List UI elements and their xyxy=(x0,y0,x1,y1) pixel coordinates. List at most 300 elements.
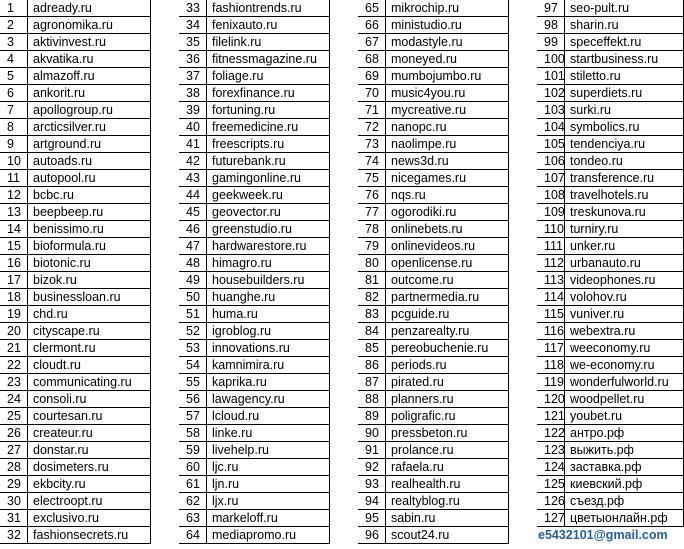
table-row xyxy=(358,272,509,289)
row-number: 3 xyxy=(0,34,28,51)
table-row xyxy=(358,221,509,238)
row-number: 72 xyxy=(358,119,386,136)
table-row xyxy=(179,340,330,357)
table-row xyxy=(358,340,509,357)
domain-name: consoli.ru xyxy=(28,391,151,408)
row-number: 15 xyxy=(0,238,28,255)
row-number: 32 xyxy=(0,527,28,544)
domain-name: lawagency.ru xyxy=(207,391,330,408)
domain-name: hardwarestore.ru xyxy=(207,238,330,255)
column-2 xyxy=(179,0,330,544)
domain-name: clermont.ru xyxy=(28,340,151,357)
row-number: 126 xyxy=(537,493,565,510)
table-row xyxy=(537,272,684,289)
table-row xyxy=(179,85,330,102)
table-row xyxy=(358,238,509,255)
row-number: 38 xyxy=(179,85,207,102)
row-number: 112 xyxy=(537,255,565,272)
table-row xyxy=(537,442,684,459)
domain-name: planners.ru xyxy=(386,391,509,408)
table-row xyxy=(537,119,684,136)
table-row xyxy=(179,170,330,187)
row-number: 77 xyxy=(358,204,386,221)
row-number: 48 xyxy=(179,255,207,272)
row-number: 69 xyxy=(358,68,386,85)
table-row xyxy=(0,68,151,85)
domain-name: cloudt.ru xyxy=(28,357,151,374)
row-number: 73 xyxy=(358,136,386,153)
row-number: 63 xyxy=(179,510,207,527)
domain-name: cityscape.ru xyxy=(28,323,151,340)
domain-name: volohov.ru xyxy=(565,289,684,306)
domain-name: videophones.ru xyxy=(565,272,684,289)
row-number: 16 xyxy=(0,255,28,272)
table-row xyxy=(179,102,330,119)
domain-name: poligrafic.ru xyxy=(386,408,509,425)
domain-name: антро.рф xyxy=(565,425,684,442)
table-row xyxy=(537,391,684,408)
row-number: 116 xyxy=(537,323,565,340)
domain-name: music4you.ru xyxy=(386,85,509,102)
row-number: 88 xyxy=(358,391,386,408)
row-number: 51 xyxy=(179,306,207,323)
table-row xyxy=(358,289,509,306)
table-row xyxy=(179,476,330,493)
domain-name: ljx.ru xyxy=(207,493,330,510)
row-number: 40 xyxy=(179,119,207,136)
table-row xyxy=(537,153,684,170)
table-row xyxy=(179,493,330,510)
table-row xyxy=(0,17,151,34)
row-number: 28 xyxy=(0,459,28,476)
table-row xyxy=(537,221,684,238)
row-number: 55 xyxy=(179,374,207,391)
table-row xyxy=(0,408,151,425)
table-row xyxy=(179,510,330,527)
domain-name: exclusivo.ru xyxy=(28,510,151,527)
row-number: 31 xyxy=(0,510,28,527)
domain-name: apollogroup.ru xyxy=(28,102,151,119)
row-number: 85 xyxy=(358,340,386,357)
row-number: 70 xyxy=(358,85,386,102)
row-number: 21 xyxy=(0,340,28,357)
row-number: 107 xyxy=(537,170,565,187)
row-number: 79 xyxy=(358,238,386,255)
table-row xyxy=(358,187,509,204)
table-row xyxy=(0,374,151,391)
row-number: 64 xyxy=(179,527,207,544)
row-number: 89 xyxy=(358,408,386,425)
domain-name: turniry.ru xyxy=(565,221,684,238)
table-row xyxy=(179,272,330,289)
row-number: 10 xyxy=(0,153,28,170)
domain-name: naolimpe.ru xyxy=(386,136,509,153)
domain-name: woodpellet.ru xyxy=(565,391,684,408)
domain-name: realtyblog.ru xyxy=(386,493,509,510)
row-number: 127 xyxy=(537,510,565,527)
row-number: 19 xyxy=(0,306,28,323)
domain-name: treskunova.ru xyxy=(565,204,684,221)
domain-name: ogorodiki.ru xyxy=(386,204,509,221)
table-row xyxy=(179,34,330,51)
table-row xyxy=(537,357,684,374)
domain-name: superdiets.ru xyxy=(565,85,684,102)
domain-name: markeloff.ru xyxy=(207,510,330,527)
row-number: 25 xyxy=(0,408,28,425)
table-row xyxy=(179,289,330,306)
domain-name: onlinebets.ru xyxy=(386,221,509,238)
table-row xyxy=(0,425,151,442)
row-number: 29 xyxy=(0,476,28,493)
row-number: 45 xyxy=(179,204,207,221)
domain-name: ministudio.ru xyxy=(386,17,509,34)
table-row xyxy=(179,391,330,408)
table-row xyxy=(537,374,684,391)
table-row xyxy=(0,170,151,187)
row-number: 68 xyxy=(358,51,386,68)
domain-name: surki.ru xyxy=(565,102,684,119)
table-row xyxy=(179,187,330,204)
domain-name: sabin.ru xyxy=(386,510,509,527)
domain-name: futurebank.ru xyxy=(207,153,330,170)
row-number: 111 xyxy=(537,238,565,255)
table-row xyxy=(358,374,509,391)
domain-name: mumbojumbo.ru xyxy=(386,68,509,85)
domain-name: fashiontrends.ru xyxy=(207,0,330,17)
row-number: 34 xyxy=(179,17,207,34)
table-row xyxy=(179,527,330,544)
table-row xyxy=(0,85,151,102)
table-row xyxy=(0,510,151,527)
table-row xyxy=(0,0,151,17)
row-number: 18 xyxy=(0,289,28,306)
table-row xyxy=(179,442,330,459)
domain-name: we-economy.ru xyxy=(565,357,684,374)
row-number: 115 xyxy=(537,306,565,323)
domain-name: outcome.ru xyxy=(386,272,509,289)
row-number: 5 xyxy=(0,68,28,85)
domain-name: huma.ru xyxy=(207,306,330,323)
row-number: 87 xyxy=(358,374,386,391)
row-number: 94 xyxy=(358,493,386,510)
table-row xyxy=(179,357,330,374)
table-row xyxy=(0,357,151,374)
domain-name: fashionsecrets.ru xyxy=(28,527,151,544)
domain-name: fenixauto.ru xyxy=(207,17,330,34)
domain-name: ljc.ru xyxy=(207,459,330,476)
row-number: 59 xyxy=(179,442,207,459)
domain-name: geekweek.ru xyxy=(207,187,330,204)
table-row xyxy=(179,425,330,442)
row-number: 62 xyxy=(179,493,207,510)
table-row xyxy=(537,85,684,102)
domain-name: partnermedia.ru xyxy=(386,289,509,306)
row-number: 13 xyxy=(0,204,28,221)
table-row xyxy=(0,493,151,510)
domain-name: agronomika.ru xyxy=(28,17,151,34)
domain-name: scout24.ru xyxy=(386,527,509,544)
domain-name: pereobuchenie.ru xyxy=(386,340,509,357)
row-number: 46 xyxy=(179,221,207,238)
table-row xyxy=(0,119,151,136)
row-number: 60 xyxy=(179,459,207,476)
table-row xyxy=(358,255,509,272)
table-row xyxy=(358,204,509,221)
row-number: 8 xyxy=(0,119,28,136)
domain-name: onlinevideos.ru xyxy=(386,238,509,255)
domain-name: stiletto.ru xyxy=(565,68,684,85)
row-number: 99 xyxy=(537,34,565,51)
table-row xyxy=(537,0,684,17)
table-row xyxy=(0,459,151,476)
domain-name: bcbc.ru xyxy=(28,187,151,204)
domain-name: createur.ru xyxy=(28,425,151,442)
domain-name: startbusiness.ru xyxy=(565,51,684,68)
domain-name: youbet.ru xyxy=(565,408,684,425)
domain-name: fitnessmagazine.ru xyxy=(207,51,330,68)
table-row xyxy=(0,51,151,68)
row-number: 106 xyxy=(537,153,565,170)
table-row xyxy=(537,51,684,68)
domain-name: periods.ru xyxy=(386,357,509,374)
domain-name: bizok.ru xyxy=(28,272,151,289)
row-number: 67 xyxy=(358,34,386,51)
table-row xyxy=(537,323,684,340)
table-row xyxy=(358,510,509,527)
table-row xyxy=(358,442,509,459)
domain-name: filelink.ru xyxy=(207,34,330,51)
domain-name: цветыонлайн.рф xyxy=(565,510,684,527)
domain-name: bioformula.ru xyxy=(28,238,151,255)
domain-name: wonderfulworld.ru xyxy=(565,374,684,391)
table-row xyxy=(0,289,151,306)
column-4 xyxy=(537,0,684,527)
table-row xyxy=(0,442,151,459)
row-number: 43 xyxy=(179,170,207,187)
table-row xyxy=(179,323,330,340)
table-row xyxy=(537,425,684,442)
table-row xyxy=(179,119,330,136)
domain-name: innovations.ru xyxy=(207,340,330,357)
row-number: 39 xyxy=(179,102,207,119)
domain-name: symbolics.ru xyxy=(565,119,684,136)
domain-name: pressbeton.ru xyxy=(386,425,509,442)
row-number: 49 xyxy=(179,272,207,289)
domain-name: weeconomy.ru xyxy=(565,340,684,357)
table-row xyxy=(179,68,330,85)
row-number: 23 xyxy=(0,374,28,391)
table-row xyxy=(358,102,509,119)
table-row xyxy=(537,289,684,306)
domain-name: mycreative.ru xyxy=(386,102,509,119)
table-row xyxy=(0,187,151,204)
table-row xyxy=(0,238,151,255)
domain-name: benissimo.ru xyxy=(28,221,151,238)
table-row xyxy=(0,153,151,170)
domain-name: arcticsilver.ru xyxy=(28,119,151,136)
table-row xyxy=(358,425,509,442)
domain-name: livehelp.ru xyxy=(207,442,330,459)
row-number: 36 xyxy=(179,51,207,68)
table-row xyxy=(537,170,684,187)
row-number: 101 xyxy=(537,68,565,85)
row-number: 108 xyxy=(537,187,565,204)
table-row xyxy=(537,34,684,51)
row-number: 125 xyxy=(537,476,565,493)
table-row xyxy=(358,153,509,170)
row-number: 98 xyxy=(537,17,565,34)
table-row xyxy=(537,510,684,527)
domain-name: съезд.рф xyxy=(565,493,684,510)
domain-name: courtesan.ru xyxy=(28,408,151,425)
row-number: 71 xyxy=(358,102,386,119)
domain-name: foliage.ru xyxy=(207,68,330,85)
domain-name: aktivinvest.ru xyxy=(28,34,151,51)
row-number: 42 xyxy=(179,153,207,170)
table-row xyxy=(358,0,509,17)
row-number: 124 xyxy=(537,459,565,476)
table-row xyxy=(358,391,509,408)
domain-name: lcloud.ru xyxy=(207,408,330,425)
row-number: 22 xyxy=(0,357,28,374)
domain-name: openlicense.ru xyxy=(386,255,509,272)
table-row xyxy=(358,85,509,102)
row-number: 2 xyxy=(0,17,28,34)
table-row xyxy=(358,136,509,153)
row-number: 47 xyxy=(179,238,207,255)
domain-name: заставка.рф xyxy=(565,459,684,476)
row-number: 52 xyxy=(179,323,207,340)
table-row xyxy=(0,136,151,153)
row-number: 58 xyxy=(179,425,207,442)
domain-name: forexfinance.ru xyxy=(207,85,330,102)
domain-name: urbanauto.ru xyxy=(565,255,684,272)
row-number: 117 xyxy=(537,340,565,357)
row-number: 35 xyxy=(179,34,207,51)
domain-name: chd.ru xyxy=(28,306,151,323)
domain-name: artground.ru xyxy=(28,136,151,153)
domain-name: pcguide.ru xyxy=(386,306,509,323)
row-number: 114 xyxy=(537,289,565,306)
row-number: 11 xyxy=(0,170,28,187)
domain-name: kaprika.ru xyxy=(207,374,330,391)
row-number: 1 xyxy=(0,0,28,17)
domain-name: tondeo.ru xyxy=(565,153,684,170)
domain-name: penzarealty.ru xyxy=(386,323,509,340)
domain-name: almazoff.ru xyxy=(28,68,151,85)
domain-name: transference.ru xyxy=(565,170,684,187)
domain-name: himagro.ru xyxy=(207,255,330,272)
domain-name: rafaela.ru xyxy=(386,459,509,476)
row-number: 30 xyxy=(0,493,28,510)
table-row xyxy=(358,408,509,425)
row-number: 20 xyxy=(0,323,28,340)
row-number: 92 xyxy=(358,459,386,476)
table-row xyxy=(179,221,330,238)
row-number: 102 xyxy=(537,85,565,102)
domain-name: ekbcity.ru xyxy=(28,476,151,493)
domain-name: huanghe.ru xyxy=(207,289,330,306)
domain-name: nqs.ru xyxy=(386,187,509,204)
row-number: 9 xyxy=(0,136,28,153)
domain-name: tendenciya.ru xyxy=(565,136,684,153)
domain-name: housebuilders.ru xyxy=(207,272,330,289)
row-number: 66 xyxy=(358,17,386,34)
table-row xyxy=(179,238,330,255)
table-row xyxy=(537,17,684,34)
domain-name: igroblog.ru xyxy=(207,323,330,340)
domain-name: freemedicine.ru xyxy=(207,119,330,136)
table-row xyxy=(0,527,151,544)
domain-name: electroopt.ru xyxy=(28,493,151,510)
row-number: 113 xyxy=(537,272,565,289)
domain-name: beepbeep.ru xyxy=(28,204,151,221)
table-row xyxy=(537,204,684,221)
domain-name: mediapromo.ru xyxy=(207,527,330,544)
table-row xyxy=(0,391,151,408)
table-row xyxy=(358,17,509,34)
row-number: 37 xyxy=(179,68,207,85)
row-number: 105 xyxy=(537,136,565,153)
table-row xyxy=(0,221,151,238)
table-row xyxy=(358,34,509,51)
row-number: 119 xyxy=(537,374,565,391)
table-row xyxy=(179,374,330,391)
row-number: 121 xyxy=(537,408,565,425)
table-row xyxy=(358,459,509,476)
row-number: 7 xyxy=(0,102,28,119)
row-number: 27 xyxy=(0,442,28,459)
domain-name: biotonic.ru xyxy=(28,255,151,272)
table-row xyxy=(0,204,151,221)
row-number: 118 xyxy=(537,357,565,374)
table-row xyxy=(537,187,684,204)
table-row xyxy=(0,272,151,289)
domain-name: webextra.ru xyxy=(565,323,684,340)
table-row xyxy=(179,255,330,272)
domain-name: выжить.рф xyxy=(565,442,684,459)
table-row xyxy=(358,306,509,323)
row-number: 78 xyxy=(358,221,386,238)
table-row xyxy=(0,34,151,51)
table-row xyxy=(537,476,684,493)
domain-name: vuniver.ru xyxy=(565,306,684,323)
row-number: 103 xyxy=(537,102,565,119)
domain-name: mikrochip.ru xyxy=(386,0,509,17)
row-number: 26 xyxy=(0,425,28,442)
domain-name: businessloan.ru xyxy=(28,289,151,306)
row-number: 83 xyxy=(358,306,386,323)
domain-name: donstar.ru xyxy=(28,442,151,459)
row-number: 104 xyxy=(537,119,565,136)
domain-name: ankorit.ru xyxy=(28,85,151,102)
table-row xyxy=(358,527,509,544)
domain-name: speceffekt.ru xyxy=(565,34,684,51)
table-row xyxy=(179,17,330,34)
row-number: 14 xyxy=(0,221,28,238)
domain-name: travelhotels.ru xyxy=(565,187,684,204)
domain-name: geovector.ru xyxy=(207,204,330,221)
table-row xyxy=(537,340,684,357)
table-row xyxy=(358,493,509,510)
table-row xyxy=(358,119,509,136)
row-number: 96 xyxy=(358,527,386,544)
table-row xyxy=(0,255,151,272)
row-number: 110 xyxy=(537,221,565,238)
domain-name: kamnimira.ru xyxy=(207,357,330,374)
domain-name: pirated.ru xyxy=(386,374,509,391)
row-number: 74 xyxy=(358,153,386,170)
